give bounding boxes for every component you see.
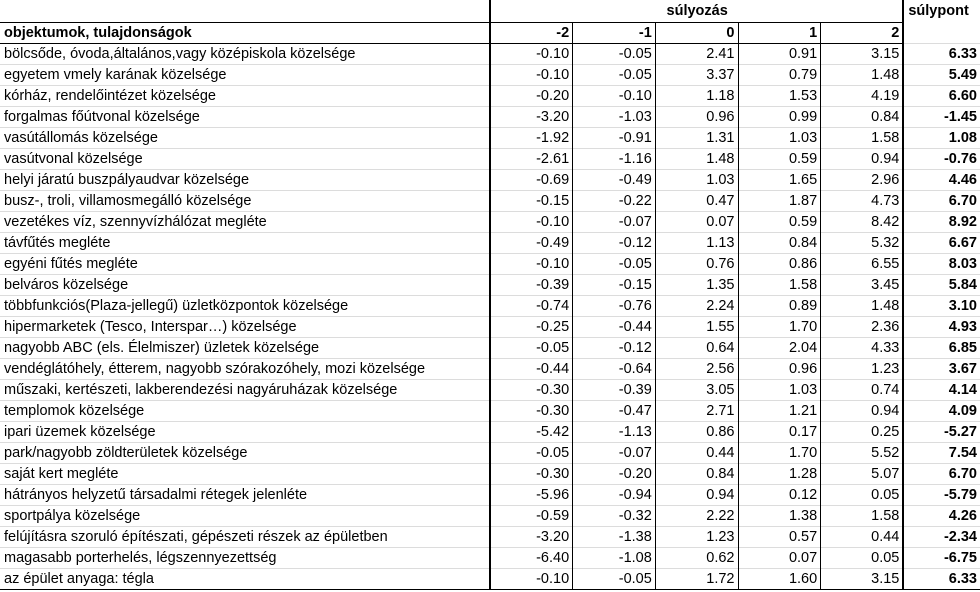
weight-cell-2: 0.05 bbox=[821, 485, 904, 506]
weight-cell-2: 3.45 bbox=[821, 275, 904, 296]
weight-cell-0: 0.76 bbox=[655, 254, 738, 275]
score-cell: 7.54 bbox=[903, 443, 980, 464]
weight-cell-2: 3.15 bbox=[821, 569, 904, 590]
weight-cell-2: 0.74 bbox=[821, 380, 904, 401]
weight-cell-2: 4.73 bbox=[821, 191, 904, 212]
table-row bbox=[0, 191, 980, 212]
weight-cell-2: 5.52 bbox=[821, 443, 904, 464]
weight-cell-minus-1: -0.07 bbox=[573, 443, 656, 464]
weight-cell-1: 0.57 bbox=[738, 527, 821, 548]
weight-cell-2: 5.32 bbox=[821, 233, 904, 254]
score-cell: -5.79 bbox=[903, 485, 980, 506]
weight-cell-minus-1: -0.32 bbox=[573, 506, 656, 527]
weight-cell-minus-2: -0.10 bbox=[490, 44, 573, 65]
weight-cell-1: 1.58 bbox=[738, 275, 821, 296]
weight-cell-2: 5.07 bbox=[821, 464, 904, 485]
weight-cell-minus-2: -0.25 bbox=[490, 317, 573, 338]
table-row bbox=[0, 464, 980, 485]
weight-cell-minus-2: -0.10 bbox=[490, 65, 573, 86]
weight-cell-minus-2: -0.05 bbox=[490, 338, 573, 359]
table-row bbox=[0, 443, 980, 464]
weight-cell-2: 3.15 bbox=[821, 44, 904, 65]
score-cell: -1.45 bbox=[903, 107, 980, 128]
row-label: egyéni fűtés megléte bbox=[0, 254, 490, 275]
table-row bbox=[0, 86, 980, 107]
table-row bbox=[0, 380, 980, 401]
score-cell: 6.33 bbox=[903, 569, 980, 590]
row-label: templomok közelsége bbox=[0, 401, 490, 422]
weight-cell-2: 2.36 bbox=[821, 317, 904, 338]
weight-cell-0: 3.37 bbox=[655, 65, 738, 86]
weight-cell-minus-1: -1.38 bbox=[573, 527, 656, 548]
header-row-columns bbox=[0, 23, 980, 44]
weight-cell-minus-2: -0.20 bbox=[490, 86, 573, 107]
table-row bbox=[0, 296, 980, 317]
table-row bbox=[0, 254, 980, 275]
score-cell: 8.92 bbox=[903, 212, 980, 233]
row-label: vasútállomás közelsége bbox=[0, 128, 490, 149]
weight-cell-minus-2: -3.20 bbox=[490, 527, 573, 548]
row-label: saját kert megléte bbox=[0, 464, 490, 485]
row-label: forgalmas főútvonal közelsége bbox=[0, 107, 490, 128]
row-label: magasabb porterhelés, légszennyezettség bbox=[0, 548, 490, 569]
weight-cell-minus-1: -0.05 bbox=[573, 569, 656, 590]
weight-cell-0: 3.05 bbox=[655, 380, 738, 401]
weight-cell-1: 2.04 bbox=[738, 338, 821, 359]
score-cell: -6.75 bbox=[903, 548, 980, 569]
weight-cell-0: 0.86 bbox=[655, 422, 738, 443]
weight-cell-2: 6.55 bbox=[821, 254, 904, 275]
weight-cell-0: 1.55 bbox=[655, 317, 738, 338]
row-label: többfunkciós(Plaza-jellegű) üzletközpontok közelsége bbox=[0, 296, 490, 317]
weight-cell-minus-1: -0.76 bbox=[573, 296, 656, 317]
score-cell: 4.14 bbox=[903, 380, 980, 401]
weight-cell-0: 1.23 bbox=[655, 527, 738, 548]
score-cell: 6.33 bbox=[903, 44, 980, 65]
table-row bbox=[0, 65, 980, 86]
weight-cell-minus-1: -0.39 bbox=[573, 380, 656, 401]
table-row bbox=[0, 569, 980, 590]
weight-cell-2: 1.58 bbox=[821, 128, 904, 149]
score-cell: -2.34 bbox=[903, 527, 980, 548]
weight-cell-minus-2: -0.69 bbox=[490, 170, 573, 191]
weight-cell-1: 0.59 bbox=[738, 212, 821, 233]
weight-cell-0: 1.31 bbox=[655, 128, 738, 149]
weight-cell-minus-1: -0.05 bbox=[573, 65, 656, 86]
weight-cell-minus-2: -6.40 bbox=[490, 548, 573, 569]
score-cell: -0.76 bbox=[903, 149, 980, 170]
table-row bbox=[0, 422, 980, 443]
weight-cell-2: 4.19 bbox=[821, 86, 904, 107]
table-row bbox=[0, 128, 980, 149]
score-cell: 6.67 bbox=[903, 233, 980, 254]
weight-cell-0: 1.35 bbox=[655, 275, 738, 296]
weight-cell-minus-1: -0.05 bbox=[573, 44, 656, 65]
row-label: helyi járatú buszpályaudvar közelsége bbox=[0, 170, 490, 191]
weight-cell-1: 1.65 bbox=[738, 170, 821, 191]
weight-title-cell: súlyozás bbox=[490, 0, 903, 23]
weight-cell-2: 0.84 bbox=[821, 107, 904, 128]
column-header-2: 2 bbox=[821, 23, 904, 44]
weight-cell-1: 0.96 bbox=[738, 359, 821, 380]
weight-cell-1: 1.21 bbox=[738, 401, 821, 422]
weight-cell-2: 0.94 bbox=[821, 401, 904, 422]
column-header-1: 1 bbox=[738, 23, 821, 44]
row-label: az épület anyaga: tégla bbox=[0, 569, 490, 590]
weight-cell-2: 8.42 bbox=[821, 212, 904, 233]
result-title-cell: súlypont bbox=[903, 0, 980, 23]
score-cell: 3.10 bbox=[903, 296, 980, 317]
row-label: egyetem vmely karának közelsége bbox=[0, 65, 490, 86]
table-row bbox=[0, 212, 980, 233]
weight-cell-0: 2.22 bbox=[655, 506, 738, 527]
score-cell: -5.27 bbox=[903, 422, 980, 443]
weight-cell-0: 0.64 bbox=[655, 338, 738, 359]
weight-cell-1: 0.91 bbox=[738, 44, 821, 65]
weight-cell-minus-1: -0.91 bbox=[573, 128, 656, 149]
score-cell: 4.26 bbox=[903, 506, 980, 527]
weight-cell-0: 2.56 bbox=[655, 359, 738, 380]
table-row bbox=[0, 233, 980, 254]
weight-cell-2: 4.33 bbox=[821, 338, 904, 359]
weight-cell-minus-1: -0.10 bbox=[573, 86, 656, 107]
weight-cell-1: 1.03 bbox=[738, 128, 821, 149]
weight-cell-1: 1.70 bbox=[738, 317, 821, 338]
row-label: vezetékes víz, szennyvízhálózat megléte bbox=[0, 212, 490, 233]
weight-cell-1: 0.17 bbox=[738, 422, 821, 443]
column-header-0: 0 bbox=[655, 23, 738, 44]
weight-cell-0: 2.41 bbox=[655, 44, 738, 65]
header-row-top bbox=[0, 0, 980, 23]
row-label: hátrányos helyzetű társadalmi rétegek jelenléte bbox=[0, 485, 490, 506]
row-label: vasútvonal közelsége bbox=[0, 149, 490, 170]
weight-cell-1: 0.59 bbox=[738, 149, 821, 170]
weight-cell-minus-1: -0.44 bbox=[573, 317, 656, 338]
score-cell: 3.67 bbox=[903, 359, 980, 380]
row-label: ipari üzemek közelsége bbox=[0, 422, 490, 443]
weight-cell-0: 2.71 bbox=[655, 401, 738, 422]
result-header-blank bbox=[903, 23, 980, 44]
table-row bbox=[0, 107, 980, 128]
weight-cell-1: 1.60 bbox=[738, 569, 821, 590]
score-cell: 4.46 bbox=[903, 170, 980, 191]
row-label: busz-, troli, villamosmegálló közelsége bbox=[0, 191, 490, 212]
table-row bbox=[0, 359, 980, 380]
column-header-minus-2: -2 bbox=[490, 23, 573, 44]
table-row bbox=[0, 527, 980, 548]
weight-cell-minus-2: -0.49 bbox=[490, 233, 573, 254]
weight-cell-minus-2: -0.15 bbox=[490, 191, 573, 212]
table-row bbox=[0, 338, 980, 359]
weight-cell-1: 0.89 bbox=[738, 296, 821, 317]
weight-cell-0: 2.24 bbox=[655, 296, 738, 317]
weight-cell-0: 0.44 bbox=[655, 443, 738, 464]
weight-cell-1: 1.03 bbox=[738, 380, 821, 401]
weight-cell-minus-1: -0.07 bbox=[573, 212, 656, 233]
weight-cell-0: 1.72 bbox=[655, 569, 738, 590]
weight-cell-minus-1: -0.64 bbox=[573, 359, 656, 380]
weight-cell-minus-1: -0.47 bbox=[573, 401, 656, 422]
score-cell: 6.70 bbox=[903, 464, 980, 485]
weight-cell-minus-2: -0.30 bbox=[490, 380, 573, 401]
weight-cell-1: 1.38 bbox=[738, 506, 821, 527]
weight-cell-2: 0.05 bbox=[821, 548, 904, 569]
weight-cell-1: 0.86 bbox=[738, 254, 821, 275]
weight-cell-minus-1: -0.12 bbox=[573, 233, 656, 254]
table-row bbox=[0, 317, 980, 338]
weight-cell-1: 0.12 bbox=[738, 485, 821, 506]
row-label: vendéglátóhely, étterem, nagyobb szórakozóhely, mozi közelsége bbox=[0, 359, 490, 380]
weight-cell-minus-2: -1.92 bbox=[490, 128, 573, 149]
weight-cell-minus-2: -3.20 bbox=[490, 107, 573, 128]
weight-cell-minus-2: -2.61 bbox=[490, 149, 573, 170]
row-label: park/nagyobb zöldterületek közelsége bbox=[0, 443, 490, 464]
weight-cell-minus-2: -0.30 bbox=[490, 464, 573, 485]
weight-cell-2: 0.44 bbox=[821, 527, 904, 548]
weight-cell-1: 0.99 bbox=[738, 107, 821, 128]
row-label: nagyobb ABC (els. Élelmiszer) üzletek közelsége bbox=[0, 338, 490, 359]
weight-cell-minus-1: -1.16 bbox=[573, 149, 656, 170]
row-label: felújításra szoruló építészati, gépészeti részek az épületben bbox=[0, 527, 490, 548]
weight-cell-2: 1.48 bbox=[821, 296, 904, 317]
weight-cell-2: 2.96 bbox=[821, 170, 904, 191]
column-header-minus-1: -1 bbox=[573, 23, 656, 44]
weight-cell-minus-1: -0.05 bbox=[573, 254, 656, 275]
weight-cell-1: 1.53 bbox=[738, 86, 821, 107]
row-label: hipermarketek (Tesco, Interspar…) közelsége bbox=[0, 317, 490, 338]
weight-cell-minus-2: -0.59 bbox=[490, 506, 573, 527]
table-row bbox=[0, 170, 980, 191]
score-cell: 6.60 bbox=[903, 86, 980, 107]
score-cell: 8.03 bbox=[903, 254, 980, 275]
weight-cell-minus-2: -0.44 bbox=[490, 359, 573, 380]
table-row bbox=[0, 149, 980, 170]
weight-cell-0: 0.96 bbox=[655, 107, 738, 128]
row-label: műszaki, kertészeti, lakberendezési nagyáruházak közelsége bbox=[0, 380, 490, 401]
weight-cell-minus-1: -0.20 bbox=[573, 464, 656, 485]
row-label: kórház, rendelőintézet közelsége bbox=[0, 86, 490, 107]
row-label: belváros közelsége bbox=[0, 275, 490, 296]
table-row bbox=[0, 485, 980, 506]
weight-cell-2: 0.94 bbox=[821, 149, 904, 170]
score-cell: 6.70 bbox=[903, 191, 980, 212]
weight-cell-0: 0.84 bbox=[655, 464, 738, 485]
weight-cell-0: 0.07 bbox=[655, 212, 738, 233]
score-cell: 6.85 bbox=[903, 338, 980, 359]
header-blank-cell bbox=[0, 0, 490, 23]
weight-cell-0: 0.62 bbox=[655, 548, 738, 569]
weight-cell-0: 1.18 bbox=[655, 86, 738, 107]
score-cell: 4.93 bbox=[903, 317, 980, 338]
weight-cell-minus-2: -0.74 bbox=[490, 296, 573, 317]
weight-cell-0: 1.13 bbox=[655, 233, 738, 254]
weight-cell-2: 0.25 bbox=[821, 422, 904, 443]
score-cell: 1.08 bbox=[903, 128, 980, 149]
row-title-cell: objektumok, tulajdonságok bbox=[0, 23, 490, 44]
weight-cell-minus-2: -0.10 bbox=[490, 254, 573, 275]
weight-cell-minus-1: -1.08 bbox=[573, 548, 656, 569]
weight-cell-2: 1.48 bbox=[821, 65, 904, 86]
row-label: távfűtés megléte bbox=[0, 233, 490, 254]
weight-cell-minus-2: -5.42 bbox=[490, 422, 573, 443]
weight-cell-1: 0.84 bbox=[738, 233, 821, 254]
weight-cell-minus-2: -5.96 bbox=[490, 485, 573, 506]
weight-cell-minus-1: -0.22 bbox=[573, 191, 656, 212]
table-row bbox=[0, 548, 980, 569]
weight-cell-minus-2: -0.05 bbox=[490, 443, 573, 464]
weight-cell-1: 0.79 bbox=[738, 65, 821, 86]
weight-cell-1: 0.07 bbox=[738, 548, 821, 569]
weight-cell-minus-2: -0.10 bbox=[490, 569, 573, 590]
weight-cell-0: 1.03 bbox=[655, 170, 738, 191]
table-row bbox=[0, 275, 980, 296]
weight-cell-minus-1: -0.12 bbox=[573, 338, 656, 359]
weight-cell-minus-1: -1.13 bbox=[573, 422, 656, 443]
weight-cell-1: 1.87 bbox=[738, 191, 821, 212]
weight-cell-0: 0.47 bbox=[655, 191, 738, 212]
table-row bbox=[0, 401, 980, 422]
score-cell: 5.49 bbox=[903, 65, 980, 86]
weight-cell-minus-1: -0.94 bbox=[573, 485, 656, 506]
weight-cell-minus-1: -0.15 bbox=[573, 275, 656, 296]
score-cell: 5.84 bbox=[903, 275, 980, 296]
table-row bbox=[0, 44, 980, 65]
weight-cell-0: 0.94 bbox=[655, 485, 738, 506]
weight-cell-1: 1.28 bbox=[738, 464, 821, 485]
score-cell: 4.09 bbox=[903, 401, 980, 422]
weight-cell-1: 1.70 bbox=[738, 443, 821, 464]
weight-cell-2: 1.23 bbox=[821, 359, 904, 380]
weight-cell-minus-2: -0.30 bbox=[490, 401, 573, 422]
weight-cell-minus-2: -0.10 bbox=[490, 212, 573, 233]
weight-cell-minus-1: -0.49 bbox=[573, 170, 656, 191]
row-label: bölcsőde, óvoda,általános,vagy középiskola közelsége bbox=[0, 44, 490, 65]
row-label: sportpálya közelsége bbox=[0, 506, 490, 527]
table-row bbox=[0, 506, 980, 527]
weight-cell-0: 1.48 bbox=[655, 149, 738, 170]
weight-cell-2: 1.58 bbox=[821, 506, 904, 527]
weight-cell-minus-2: -0.39 bbox=[490, 275, 573, 296]
weight-cell-minus-1: -1.03 bbox=[573, 107, 656, 128]
